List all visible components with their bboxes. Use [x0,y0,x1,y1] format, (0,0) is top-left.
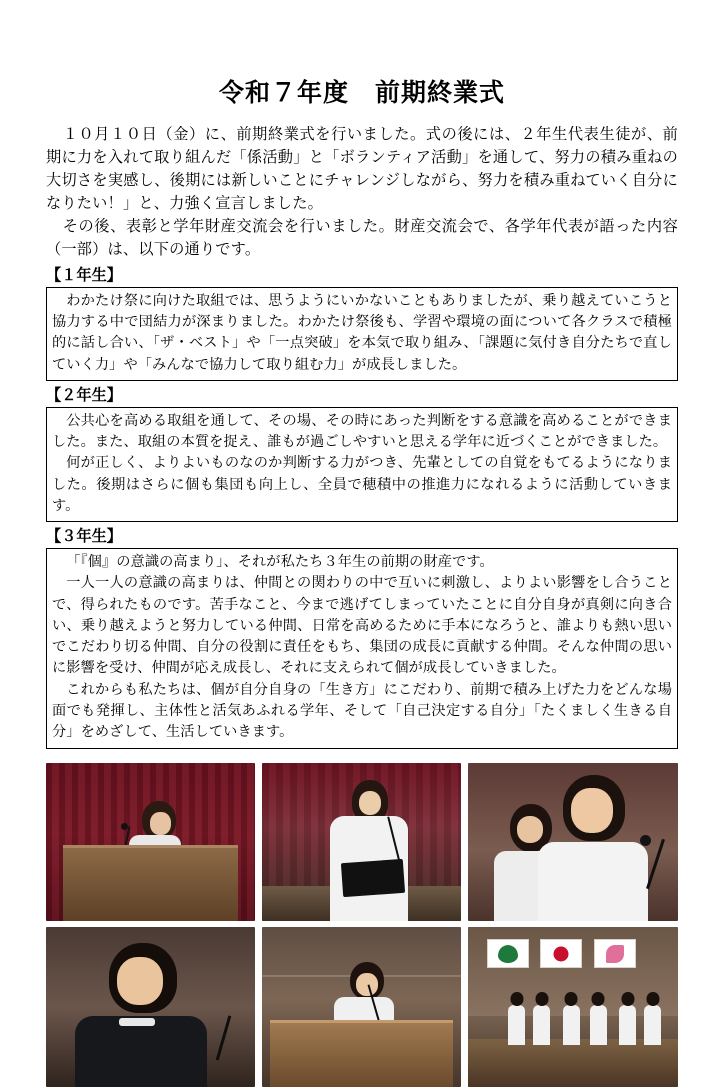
grade3-paragraph-3: これからも私たちは、個が自分自身の「生き方」にこだわり、前期で積み上げた力をどんな場面でも発揮し、主体性と活気あふれる学年、そして「自己決定する自分」「たくましく生きる自分」をめざして、生活していきます。 [52,681,672,741]
person-face [571,788,613,833]
photo-student-podium-red-curtain [46,763,255,921]
school-flag-icon [487,939,529,968]
photo-girl-at-podium [262,927,462,1087]
japan-flag-icon [540,939,582,968]
grade1-paragraph-1: わかたけ祭に向けた取組では、思うようにいかないこともありましたが、乗り越えていこうと協力する中で団結力が深まりました。わかたけ祭後も、学習や環境の面について各クラスで積極的に話し合い、「ザ・ベスト」や「一点突破」を本気で取り組み、「課題に気付き自分たちで直していく力」や「みんなで協力して取り組む力」が成長しました。 [52,292,672,373]
podium [63,845,238,921]
student-figure [619,1005,636,1045]
grade3-paragraph-2: 一人一人の意識の高まりは、仲間との関わりの中で互いに刺激し、よりよい影響をし合うことで、得られたものです。苦手なこと、今まで逃げてしまっていたことに自分自身が真剣に向き合い、乗り越えようと努力している仲間、日常を高めるために手本になろうと、誰よりも熱い思いでこだわり切る仲間、自分の役割に責任をもち、集団の成長に貢献する仲間。そんな仲間の思いに影響を受け、仲間が応え成長し、それに支えられて個が成長していきました。 [52,575,672,677]
section-label-grade2: 【２年生】 [46,387,122,404]
intro-paragraph-2: その後、表彰と学年財産交流会を行いました。財産交流会で、各学年代表が語った内容（一部）は、以下の通りです。 [46,217,678,258]
uniform-collar [119,1018,155,1026]
student-figure [644,1005,661,1045]
person-face [117,957,163,1005]
podium [270,1020,454,1087]
stage-floor [468,1039,678,1087]
photo-boy-speaking-microphone [468,763,678,921]
section-box-grade2 [46,407,678,522]
microphone-icon [216,1015,232,1060]
section-box-grade3 [46,548,678,749]
person-face [359,791,381,815]
section-label-grade1: 【１年生】 [46,267,122,285]
intro-paragraph-1: １０月１０日（金）に、前期終業式を行いました。式の後には、２年生代表生徒が、前期に力を入れて取り組んだ「係活動」と「ボランティア活動」を通して、努力の積み重ねの大切さを実感し、後期には新しいことにチャレンジしながら、努力を積み重ねていく自分になりたい！」と、力強く宣言しました。 [46,125,678,212]
photo-student-reading-speech [262,763,462,921]
grade3-paragraph-1: 「『個』の意識の高まり」、それが私たち３年生の前期の財産です。 [66,553,494,570]
student-figure [508,1005,525,1045]
photo-stage-flags-students [468,927,678,1087]
person-body [538,842,648,921]
grade2-paragraph-1: 公共心を高める取組を通して、その場、その時にあった判断をする意識を高めることができました。また、取組の本質を捉え、誰もが過ごしやすいと思える学年に近づくことができました。 [52,412,672,451]
prefecture-flag-icon [594,939,636,968]
person-face [150,812,171,835]
microphone-icon [646,839,665,889]
student-figure [590,1005,607,1045]
page-title: 令和７年度 前期終業式 [218,80,505,107]
section-label-grade3: 【３年生】 [46,528,122,546]
section-box-grade1 [46,287,678,381]
photo-row-top [46,763,678,921]
grade2-paragraph-2: 何が正しく、よりよいものなのか判断する力がつき、先輩としての自覚をもてるようになりました。後期はさらに個も集団も向上し、全員で穂積中の推進力になれるように活動していきます。 [52,455,672,514]
photo-boy-black-uniform [46,927,255,1087]
person-body [75,1016,207,1086]
student-figure [533,1005,550,1045]
microphone-head-icon [121,823,128,830]
background-person-face [517,816,543,843]
photo-gallery [46,763,678,1087]
student-figure [563,1005,580,1045]
microphone-head-icon [640,835,651,846]
photo-row-bottom [46,927,678,1087]
speech-folder [340,858,404,896]
